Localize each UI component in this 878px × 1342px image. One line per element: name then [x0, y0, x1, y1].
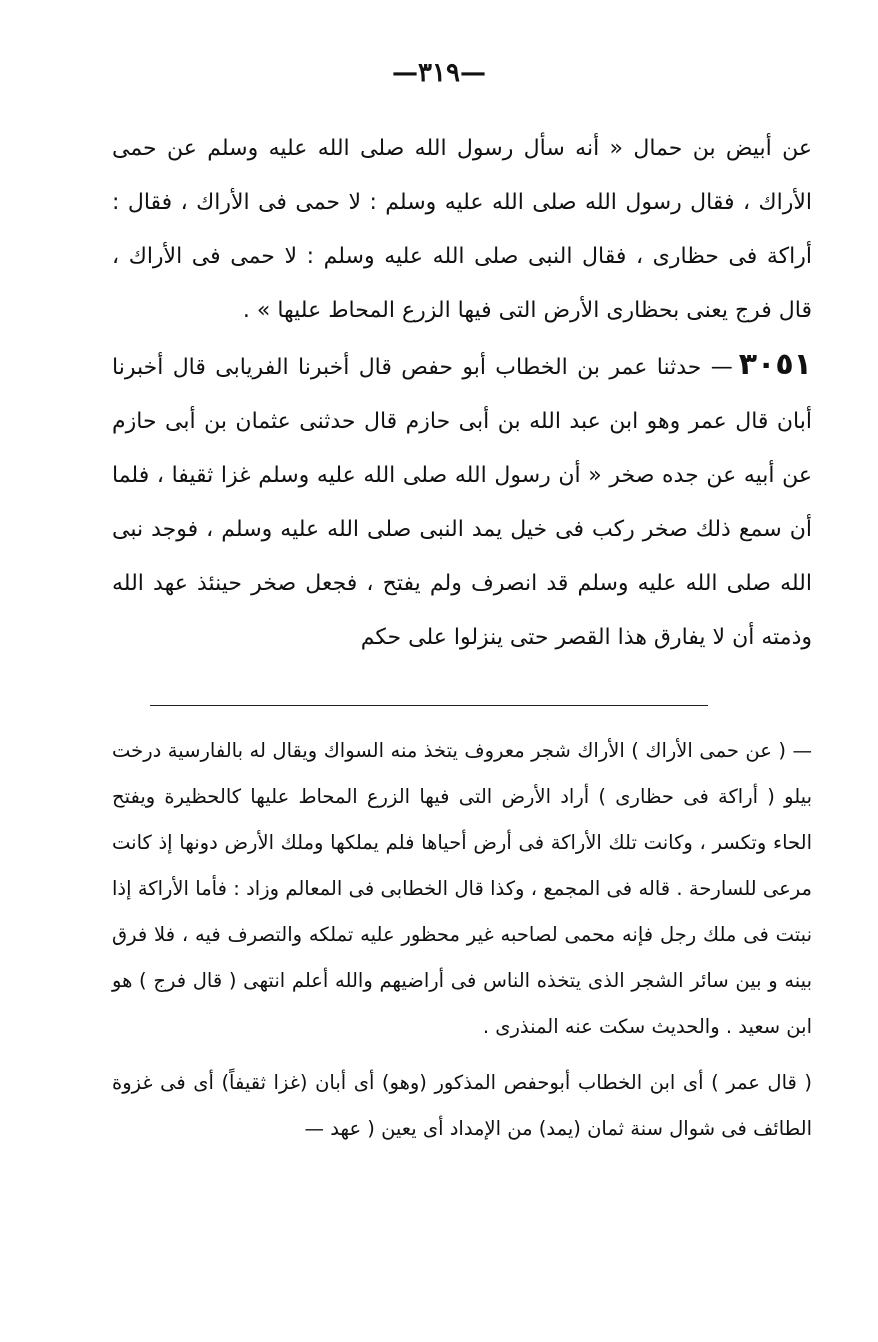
commentary-paragraph-1: — ( عن حمى الأراك ) الأراك شجر معروف يتخذ منه السواك ويقال له بالفارسية درخت بيلو ( أراكة فى حظارى ) أراد الأرض التى فيها الزرع المحاط عليها كالحظيرة ويفتح الحاء وتكسر ، وكانت تلك الأراكة فى أرض أحياها فلم يملكها وملك الأرض دونها إذ كانت مرعى للسارحة . قاله فى المجمع ، وكذا قال الخطابى فى المعالم وزاد : فأما الأراكة إذا نبتت فى ملك رجل فإنه محمى لصاحبه غير محظور عليه تملكه والتصرف فيه ، فلا فرق بينه و بين سائر الشجر الذى يتخذه الناس فى أراضيهم والله أعلم انتهى ( قال فرج ) هو ابن سعيد . والحديث سكت عنه المنذرى .: [112, 739, 812, 1038]
footnote-divider: [150, 705, 708, 706]
commentary-paragraph-2: ( قال عمر ) أى ابن الخطاب أبوحفص المذكور (وهو) أى أبان (غزا ثقيفاً) أى فى غزوة الطائف فى شوال سنة ثمان (يمد) من الإمداد أى يعين ( عهد —: [112, 1071, 812, 1140]
hadith-paragraph-2: [112, 338, 812, 665]
page-number: —٣١٩—: [392, 58, 486, 88]
hadith-paragraph-1: عن أبيض بن حمال « أنه سأل رسول الله صلى الله عليه وسلم عن حمى الأراك ، فقال رسول الله صلى الله عليه وسلم : لا حمى فى الأراك ، فقال : أراكة فى حظارى ، فقال النبى صلى الله عليه وسلم : لا حمى فى الأراك ، قال فرج يعنى بحظارى الأرض التى فيها الزرع المحاط عليها » .: [112, 136, 812, 323]
hadith-text: [112, 122, 812, 665]
hadith-number: ٣٠٥١: [738, 347, 812, 382]
commentary-text: [112, 728, 812, 1152]
hadith-paragraph-2-text: — حدثنا عمر بن الخطاب أبو حفص قال أخبرنا الفريابى قال أخبرنا أبان قال عمر وهو ابن عبد الله بن أبى حازم قال حدثنى عثمان بن أبى حازم عن أبيه عن جده صخر « أن رسول الله صلى الله عليه وسلم غزا ثقيفا ، فلما أن سمع ذلك صخر ركب فى خيل يمد النبى صلى الله عليه وسلم ، فوجد نبى الله صلى الله عليه وسلم قد انصرف ولم يفتح ، فجعل صخر حينئذ عهد الله وذمته أن لا يفارق هذا القصر حتى ينزلوا على حكم: [112, 355, 812, 650]
